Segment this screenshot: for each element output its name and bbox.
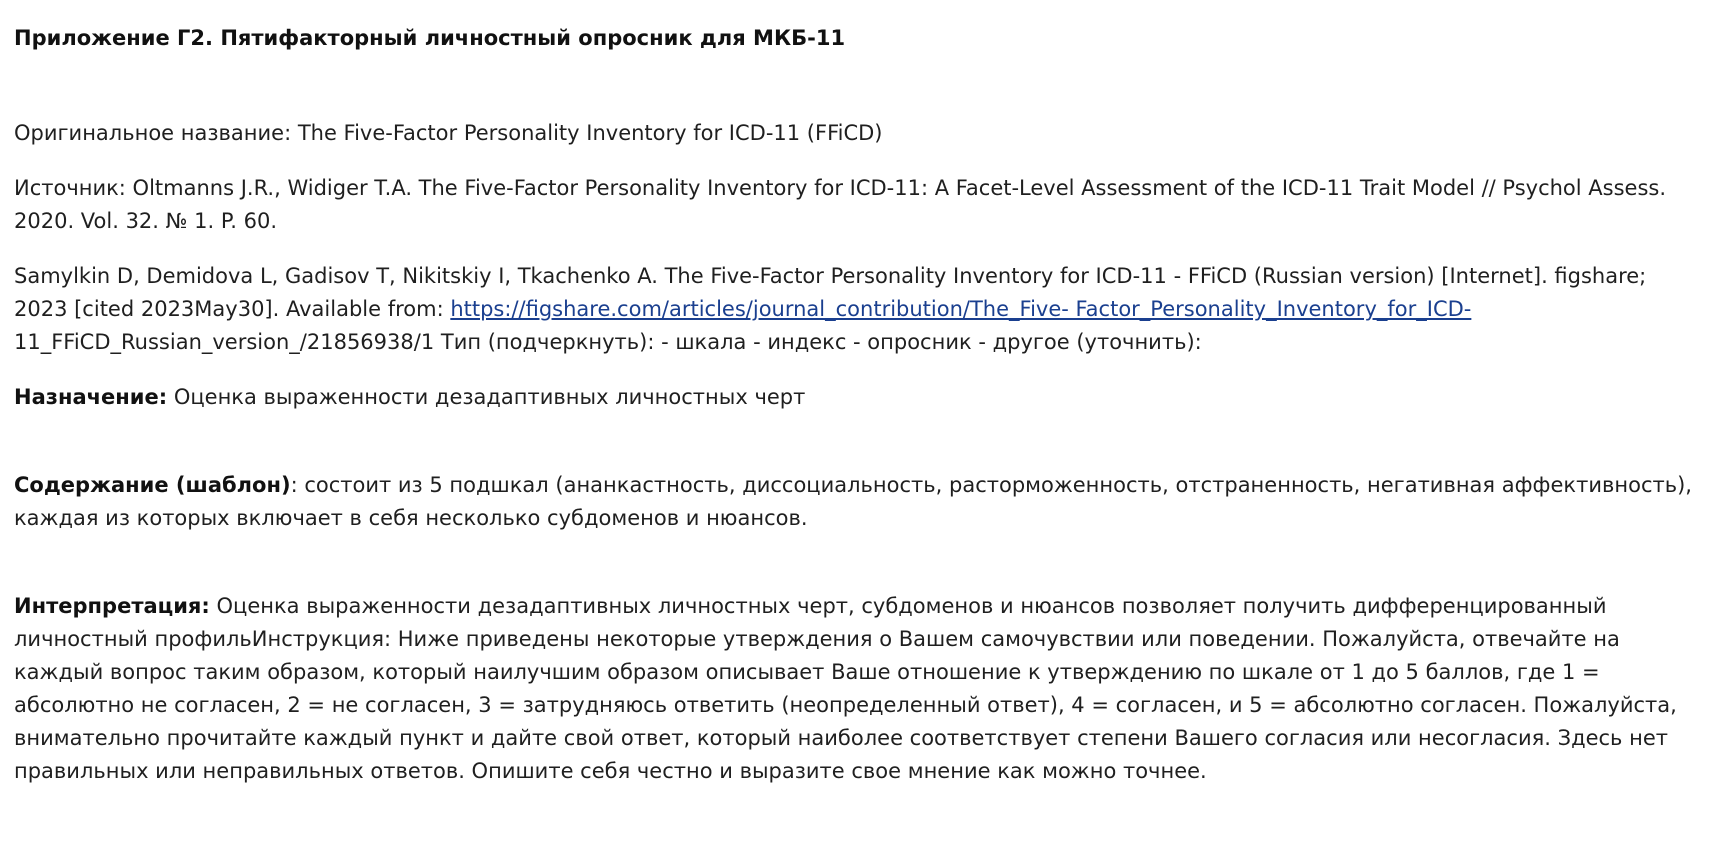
purpose-label: Назначение: [14,385,168,409]
purpose-text: Оценка выраженности дезадаптивных личностных черт [167,385,806,409]
citation-text-before: Samylkin D, Demidova L, Gadisov T, Nikitskiy I, Tkachenko A. The Five-Factor Personality Inventory for ICD-11 - FFiCD (Russian version) [Internet]. figshare; 2023 [cited 2023May30]. Available from: [14,264,1647,321]
document-title: Приложение Г2. Пятифакторный личностный опросник для МКБ-11 [14,26,846,50]
source-paragraph: Источник: Oltmanns J.R., Widiger T.A. The Five-Factor Personality Inventory for ICD-11: A Facet-Level Assessment of the ICD-11 Trait Model // Psychol Assess. 2020. Vol. 32. № 1. P. 60. [14,176,1667,233]
interpretation-label: Интерпретация: [14,594,210,618]
content-text: : состоит из 5 подшкал (ананкастность, диссоциальность, расторможенность, отстраненность, негативная аффективность), каждая из которых включает в себя несколько субдоменов и нюансов. [14,473,1692,530]
original-name-paragraph: Оригинальное название: The Five-Factor Personality Inventory for ICD-11 (FFiCD) [14,121,883,145]
citation-text-after: 11_FFiCD_Russian_version_/21856938/1 Тип (подчеркнуть): - шкала - индекс - опросник - другое (уточнить): [14,330,1202,354]
figshare-link[interactable]: https://figshare.com/articles/journal_contribution/The_Five- Factor_Personality_Inventory_for_ICD- [450,297,1472,321]
purpose-paragraph [14,381,1698,414]
interpretation-text: Оценка выраженности дезадаптивных личностных черт, субдоменов и нюансов позволяет получить дифференцированный личностный профильИнструкция: Ниже приведены некоторые утверждения о Вашем самочувствии или поведении. Пожалуйста, отвечайте на каждый вопрос таким образом, который наилучшим образом описывает Ваше отношение к утверждению по шкале от 1 до 5 баллов, где 1 = абсолютно не согласен, 2 = не согласен, 3 = затрудняюсь ответить (неопределенный ответ), 4 = согласен, и 5 = абсолютно согласен. Пожалуйста, внимательно прочитайте каждый пункт и дайте свой ответ, который наиболее соответствует степени Вашего согласия или несогласия. Здесь нет правильных или неправильных ответов. Опишите себя честно и выразите свое мнение как можно точнее. [14,594,1677,783]
interpretation-paragraph [14,590,1698,788]
content-label: Содержание (шаблон) [14,473,291,497]
content-paragraph [14,469,1698,535]
citation-paragraph [14,260,1698,359]
